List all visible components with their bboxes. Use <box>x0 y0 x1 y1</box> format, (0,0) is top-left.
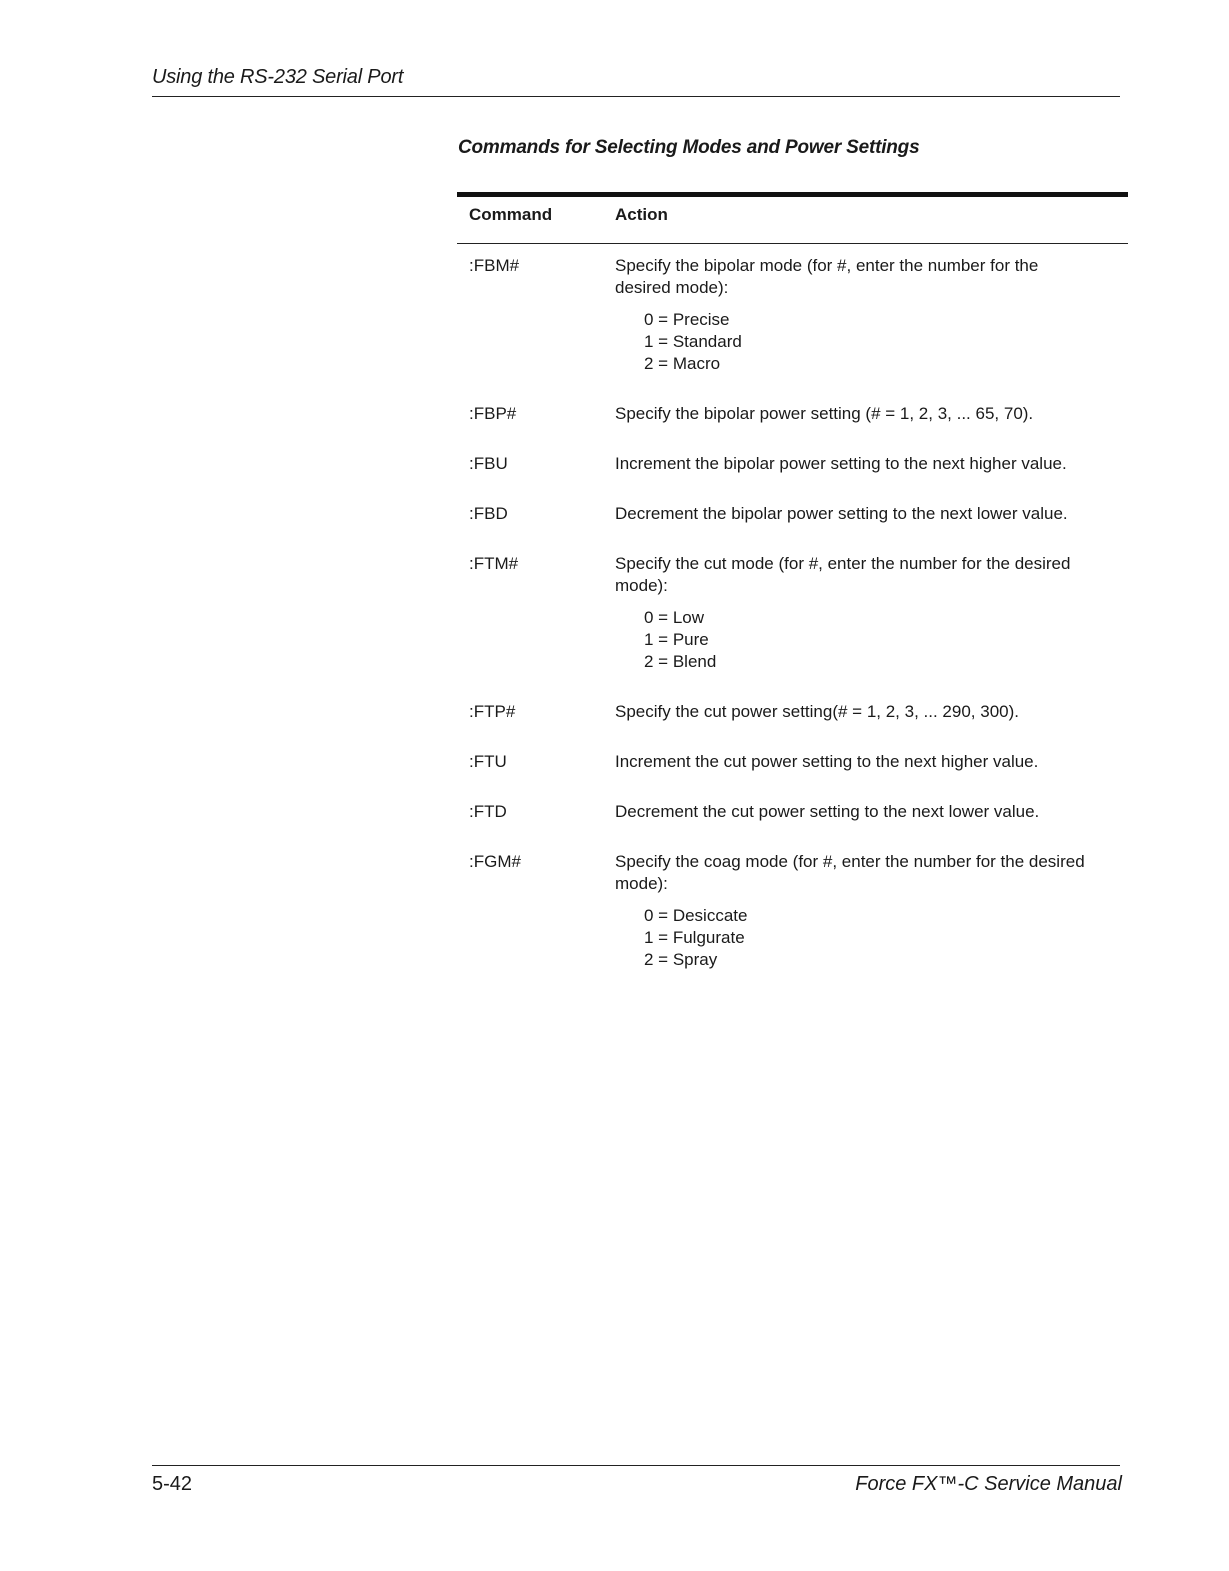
section-title: Commands for Selecting Modes and Power Settings <box>458 137 920 158</box>
table-row <box>457 403 1128 425</box>
command-cell: :FTD <box>469 802 507 821</box>
action-text: Specify the cut mode (for #, enter the number for the desired mode): <box>615 554 1071 595</box>
table-row <box>457 453 1128 475</box>
action-cell <box>615 553 1128 673</box>
option-item: 2 = Macro <box>644 354 721 373</box>
action-cell: Decrement the bipolar power setting to the next lower value. <box>615 504 1068 523</box>
command-cell: :FTP# <box>469 702 516 721</box>
header-rule <box>152 96 1120 97</box>
command-cell: :FBU <box>469 454 508 473</box>
command-cell: :FBD <box>469 504 508 523</box>
option-item: 0 = Low <box>644 608 705 627</box>
option-item: 1 = Standard <box>644 332 742 351</box>
command-cell: :FBM# <box>469 256 520 275</box>
action-cell <box>615 255 1128 375</box>
option-item: 0 = Desiccate <box>644 906 748 925</box>
action-cell: Increment the bipolar power setting to the next higher value. <box>615 454 1067 473</box>
command-cell: :FBP# <box>469 404 517 423</box>
option-item: 2 = Spray <box>644 950 718 969</box>
table-row <box>457 503 1128 525</box>
options-list <box>615 607 1116 673</box>
option-item: 1 = Pure <box>644 630 709 649</box>
option-item: 0 = Precise <box>644 310 730 329</box>
option-item: 1 = Fulgurate <box>644 928 745 947</box>
action-cell <box>615 851 1128 971</box>
action-cell: Decrement the cut power setting to the next lower value. <box>615 802 1040 821</box>
table-row <box>457 701 1128 723</box>
action-cell: Specify the bipolar power setting (# = 1, 2, 3, ... 65, 70). <box>615 404 1034 423</box>
options-list <box>615 309 1116 375</box>
table-row <box>457 553 1128 673</box>
table-top-rule <box>457 192 1128 197</box>
table-row <box>457 751 1128 773</box>
page-number: 5-42 <box>152 1473 193 1495</box>
manual-title: Force FX™-C Service Manual <box>855 1473 1122 1495</box>
command-cell: :FTM# <box>469 554 519 573</box>
column-header-command: Command <box>469 205 553 224</box>
action-cell: Increment the cut power setting to the next higher value. <box>615 752 1039 771</box>
command-cell: :FTU <box>469 752 507 771</box>
footer-rule <box>152 1465 1120 1466</box>
running-header: Using the RS-232 Serial Port <box>152 66 404 88</box>
options-list <box>615 905 1116 971</box>
command-cell: :FGM# <box>469 852 521 871</box>
action-cell: Specify the cut power setting(# = 1, 2, 3, ... 290, 300). <box>615 702 1019 721</box>
command-table-body <box>457 255 1128 971</box>
action-text: Specify the bipolar mode (for #, enter the number for the desired mode): <box>615 256 1039 297</box>
table-row <box>457 255 1128 375</box>
action-text: Specify the coag mode (for #, enter the number for the desired mode): <box>615 852 1085 893</box>
table-row <box>457 801 1128 823</box>
option-item: 2 = Blend <box>644 652 717 671</box>
table-row <box>457 851 1128 971</box>
column-header-action: Action <box>615 205 668 224</box>
table-header-rule <box>457 243 1128 244</box>
